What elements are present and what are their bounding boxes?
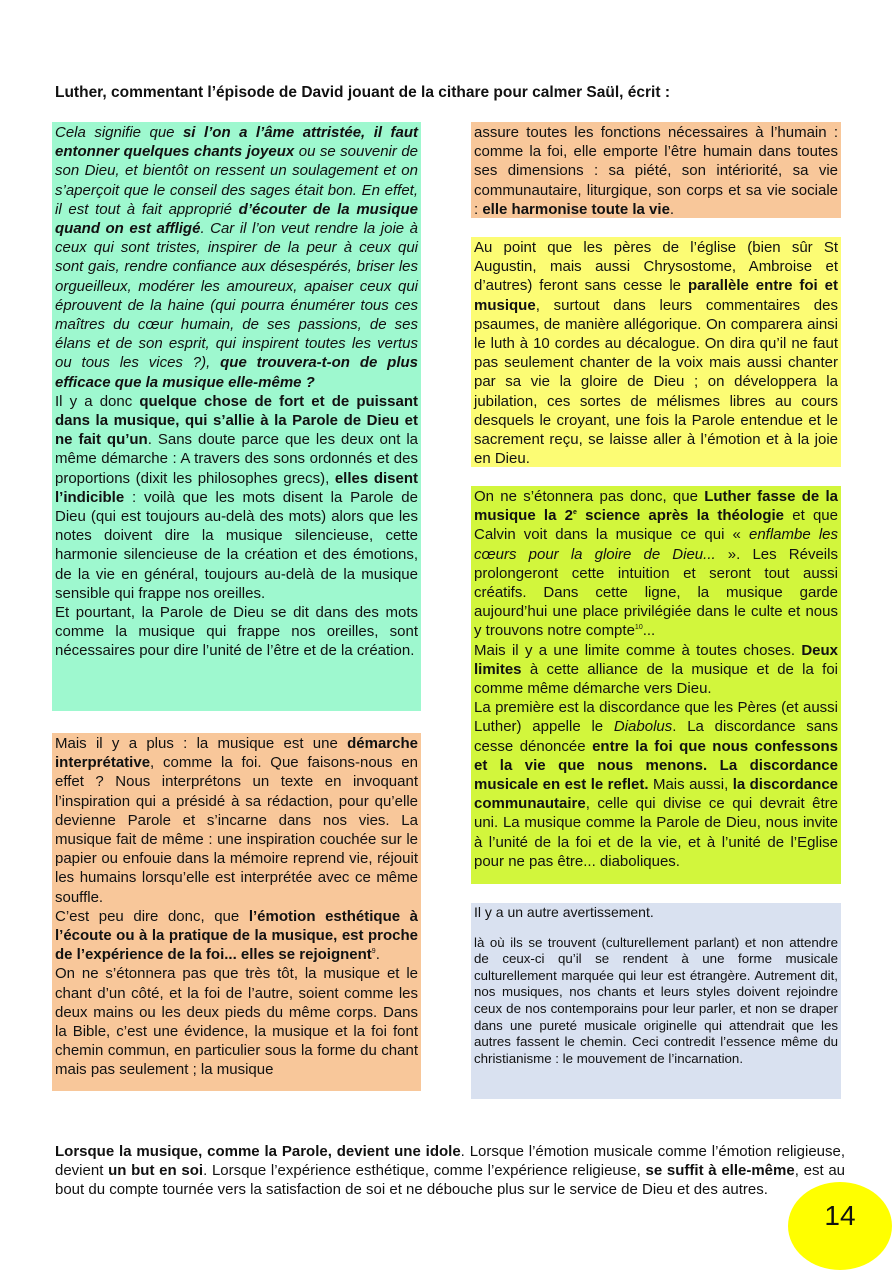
footnote-ref: 9 bbox=[371, 948, 376, 956]
paragraph: Mais il y a plus : la musique est une démarche interprétative, comme la foi. Que faisons-nous en effet ? Nous interprétons un texte en invoquant l’inspiration qui a présidé à sa rédaction, pour qu’elle devienne Parole et s’incarne dans nos vies. La musique fait de même : une inspiration couchée sur le papier ou enfouie dans la mémoire reprend vie, réjouit les humains lorsqu’elle est interprétée avec ce même souffle. bbox=[55, 735, 418, 906]
warning-box bbox=[471, 903, 841, 1099]
warning-title: Il y a un autre avertissement. bbox=[474, 904, 654, 920]
limits-box bbox=[471, 486, 841, 884]
paragraph: C’est peu dire donc, que l’émotion esthétique à l’écoute ou à la pratique de la musique, est proche de l’expérience de la foi... elles se rejoignent$^9$. bbox=[55, 907, 419, 964]
paragraph: On ne s’étonnera pas donc, que Luther fasse de la musique la 2e science après la théologie et que Calvin voit dans la musique ce qui « enflambe les cœurs pour la gloire de Dieu... ». Les Réveils prolongeront cette intuition et seront tout aussi créatifs. Dans cette ligne, la musique garde aujourd’hui une place privilégiée dans le culte et nous y trouvons notre compte$^{10}$... bbox=[474, 488, 838, 640]
paragraph: Il y a donc quelque chose de fort et de puissant dans la musique, qui s’allie à la Parole de Dieu et ne fait qu’un. Sans doute parce que les deux ont la même démarche : A travers des sons ordonnés et des proportions (dixit les philosophes grecs), elles disent l’indicible : voilà que les mots disent la Parole de Dieu (qui est toujours au-delà des mots) alors que les notes doivent dire la musique silencieuse, cette harmonie silencieuse de la création et des émotions, de la vie en général, toujours au-delà de la musique sensible qui frappe nos oreilles. bbox=[55, 392, 418, 602]
paragraph: Et pourtant, la Parole de Dieu se dit dans des mots comme la musique qui frappe nos oreilles, sont nécessaires pour dire l’unité de l’être et de la création. bbox=[55, 604, 418, 660]
church-fathers-box bbox=[471, 237, 841, 467]
footnote-ref: 10 bbox=[634, 624, 643, 632]
paragraph: là où ils se trouvent (culturellement parlant) et non attendre de ceux-ci qu’il se rendent à une forme musicale culturellement marquée qui leur est étrangère. Autrement dit, nos musiques, nos chants et leurs styles doivent rejoindre ceux de nos contemporains pour leur parler, et non se draper dans une pureté musicale originelle qui attendrait que les autres fassent le chemin. Ceci contredit l’essence même du christianisme : le mouvement de l’incarnation. bbox=[474, 934, 838, 1066]
page-number-badge bbox=[788, 1182, 892, 1270]
paragraph: assure toutes les fonctions nécessaires à l’humain : comme la foi, elle emporte l’être humain dans toutes ses dimensions : sa piété, son intériorité, sa vie communautaire, liturgique, son corps et sa vie sociale : elle harmonise toute la vie. bbox=[474, 124, 838, 218]
intro-heading: Luther, commentant l’épisode de David jouant de la cithare pour calmer Saül, écrit : bbox=[55, 84, 670, 101]
closing-paragraph: Lorsque la musique, comme la Parole, devient une idole. Lorsque l’émotion musicale comme l’émotion religieuse, devient un but en soi. Lorsque l’expérience esthétique, comme l’expérience religieuse, se suffit à elle-même, est au bout du compte tournée vers la satisfaction de soi et ne débouche plus sur le service de Dieu et des autres. bbox=[55, 1143, 846, 1198]
paragraph: Mais il y a une limite comme à toutes choses. Deux limites à cette alliance de la musique et de la foi comme même démarche vers Dieu. bbox=[474, 641, 838, 698]
paragraph: On ne s’étonnera pas que très tôt, la musique et le chant d’un côté, et la foi de l’autre, soient comme les deux mains ou les deux pieds du même corps. Dans la Bible, c’est une évidence, la musique et la foi font chemin commun, en particulier sous la forme du chant mais pas seulement ; la musique bbox=[55, 965, 418, 1079]
luther-quote-box bbox=[52, 122, 421, 711]
paragraph: La première est la discordance que les Pères (et aussi Luther) appelle le Diabolus. La discordance sans cesse dénoncée entre la foi que nous confessons et la vie que nous menons. La discordance musicale en est le reflet. Mais aussi, la discordance communautaire, celle qui divise ce qui devrait être uni. La musique comme la Parole de Dieu, nous invite à l’unité de la foi et de la vie, et à l’unité de l’Eglise pour ne pas être... diaboliques. bbox=[474, 699, 839, 870]
luther-quote: Cela signifie que si l’on a l’âme attristée, il faut entonner quelques chants joyeux ou se souvenir de son Dieu, et bientôt on ressent un soulagement et on s’aperçoit que le conseil des sages était bon. En effet, il est tout à fait approprié d’écouter de la musique quand on est affligé. Car il l’on veut rendre la joie à ceux qui sont tristes, inspirer de la peur à ceux qui sont gais, rendre confiance aux désespérés, briser les orgueilleux, modérer les amoureux, apaiser ceux qui éprouvent de la haine (qui pourra énumérer tous ces maîtres du cœur humain, de ses passions, de ses élans et de son esprit, qui inspirent toutes les vertus ou tous les vices ?), que trouvera-t-on de plus efficace que la musique elle-même ? bbox=[55, 124, 419, 391]
harmony-box bbox=[471, 122, 841, 218]
paragraph: Au point que les pères de l’église (bien sûr St Augustin, mais aussi Chrysostome, Ambroise et d’autres) feront sans cesse le parallèle entre foi et musique, surtout dans leurs commentaires des psaumes, de manière allégorique. On comparera ainsi le luth à 10 cordes au décalogue. On dira qu’il ne faut pas seulement chanter de la voix mais aussi chanter par sa vie la gloire de Dieu ; on développera la jubilation, ces sortes de mélismes libres au cours desquels le croyant, une fois la Parole entendue et le sacrement reçu, se laisse aller à l’émotion et à la joie en Dieu. bbox=[474, 239, 838, 468]
page-number: 14 bbox=[824, 1200, 856, 1231]
interpretation-box bbox=[52, 733, 421, 1091]
